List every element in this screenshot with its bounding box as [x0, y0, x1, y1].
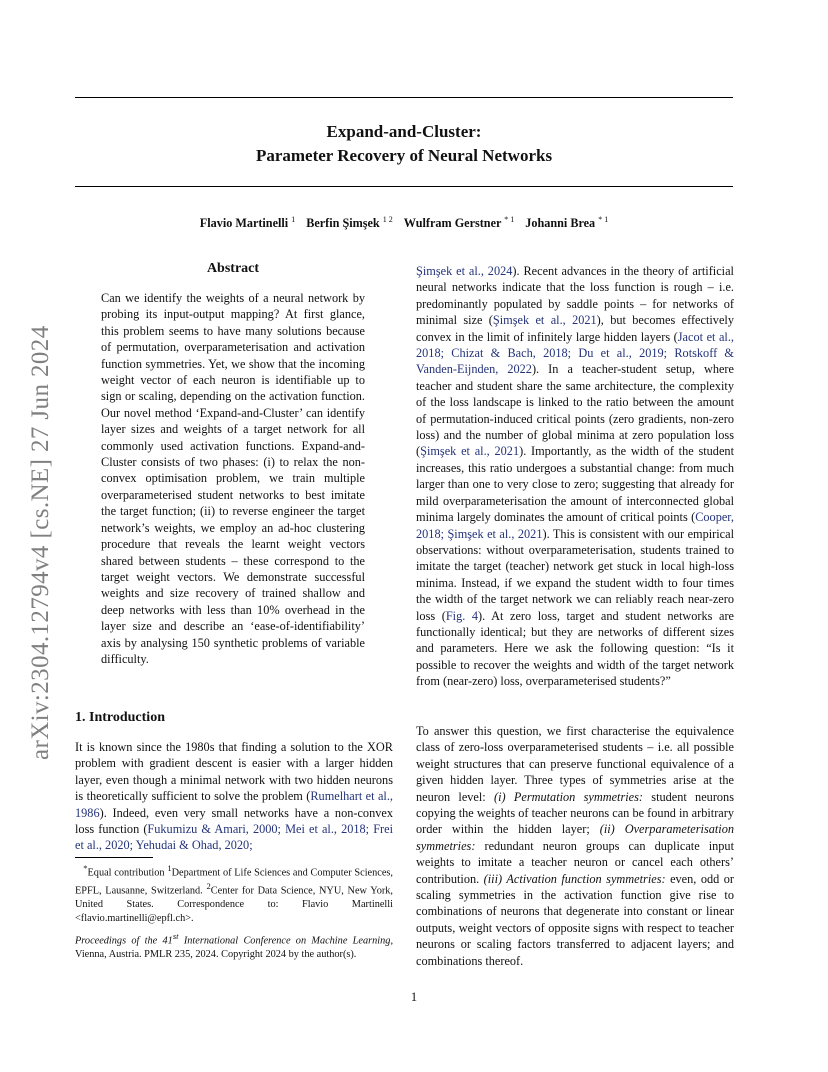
title-rule-bottom: [75, 186, 733, 187]
title-rule-top: [75, 97, 733, 98]
footnote-rule: [75, 857, 153, 858]
author: Flavio Martinelli $^1$: [199, 215, 296, 231]
introduction-paragraph: It is known since the 1980s that finding a solution to the XOR problem with gradient descent is easier with a larger hidden layer, even though a minimal network with two hidden neurons is theoretically sufficient to solve the problem (Rumelhart et al., 1986). Indeed, even very small networks have a non-convex loss function (Fukumizu & Amari, 2000; Mei et al., 2018; Frei et al., 2020; Yehudai & Ohad, 2020;: [75, 740, 393, 853]
citation-link[interactable]: Şimşek et al., 2024: [416, 264, 513, 278]
abstract-heading: Abstract: [206, 261, 260, 276]
arxiv-stamp: [27, 300, 54, 760]
section-heading-introduction: 1. Introduction: [75, 710, 165, 725]
proceedings-notice: Proceedings of the 41st International Conference on Machine Learning, Vienna, Austria. PMLR 235, 2024. Copyright 2024 by the author(s).: [75, 931, 394, 961]
author: Berfin Şimşek $^{1 2}$: [306, 215, 393, 231]
citation-link[interactable]: Jacot et al., 2018; Chizat & Bach, 2018; Du et al., 2019; Rotskoff & Vanden-Eijnden, 2022: [416, 329, 735, 377]
paper-title-line-1: Expand-and-Cluster:: [326, 122, 482, 141]
affiliation-footnote: *Equal contribution $^1$Department of Life Sciences and Computer Sciences, EPFL, Lausanne, Switzerland. $^2$Center for Data Science, NYU, New York, United States. Correspondence to: Flavio Martinelli <flavio.martinelli@epfl.ch>.: [75, 863, 393, 924]
arxiv-identifier: arXiv:2304.12794v4 [cs.NE] 27 Jun 2024: [27, 325, 54, 760]
citation-link[interactable]: Rumelhart et al., 1986: [75, 789, 393, 820]
citation-link[interactable]: Şimşek et al., 2021: [420, 444, 520, 459]
author-list: [75, 215, 733, 231]
author: Wulfram Gerstner $^{* 1}$: [403, 215, 515, 231]
author: Johanni Brea $^{* 1}$: [525, 215, 609, 231]
introduction-paragraph-right: Şimşek et al., 2024). Recent advances in the theory of artificial neural networks indicate that the loss function is rough – i.e. predominantly populated by saddle points – for networks of minimal size (Şimşek et al., 2021), but becomes effectively convex in the limit of infinitely large hidden layers (Jacot et al., 2018; Chizat & Bach, 2018; Du et al., 2019; Rotskoff & Vanden-Eijnden, 2022). In a teacher-student setup, where teacher and student share the same architecture, the complexity of the loss landscape is linked to the ratio between the amount of permutation-induced critical points (zero gradients, non-zero loss) and the number of global minima at zero population loss (Şimşek et al., 2021). Importantly, as the width of the student increases, this ratio undergoes a substantial change: from much larger than one to very close to zero; suggesting that already for mild overparameterisation the amount of interconnected global minima largely dominates the amount of critical points (Cooper, 2018; Şimşek et al., 2021). This is consistent with our empirical observations: without overparameterisation, students trained to imitate the target (teacher) network get stuck in local high-loss minima. Instead, if we expand the student width to four times the width of the target network we can reliably reach near-zero loss (Fig. 4). At zero loss, target and student networks are functionally identical; but they are networks of different sizes and parameters. Here we ask the following question: “Is it possible to recover the weights and width of the target network from (near-zero) loss, overparameterised students?”: [416, 264, 735, 689]
page-number: 1: [410, 990, 418, 1004]
citation-link[interactable]: Fukumizu & Amari, 2000; Mei et al., 2018; Frei et al., 2020; Yehudai & Ohad, 2020;: [75, 822, 393, 853]
citation-link[interactable]: Şimşek et al., 2021: [492, 313, 597, 328]
abstract-body: Can we identify the weights of a neural network by probing its input-output mapping? At first glance, this problem seems to have many solutions because of permutation, overparameterisation and activation function symmetries. Yet, we show that the incoming weight vector of each neuron is identifiable up to sign or scaling, depending on the activation function. Our novel method ‘Expand-and-Cluster’ can identify layer sizes and weights of a target network for all commonly used activation functions. Expand-and-Cluster consists of two phases: (i) to relax the non-convex optimisation problem, we train multiple overparameterised student networks to best imitate the target function; (ii) to reverse engineer the target network’s weights, we employ an ad-hoc clustering procedure that reveals the learnt weight vectors shared between students – these correspond to the target weight vectors. We demonstrate successful weights and size recovery of trained shallow and deep networks with less than 10% overhead in the layer size and describe an ‘ease-of-identifiability’ axis by analysing 150 synthetic problems of variable difficulty.: [101, 291, 365, 666]
symmetries-paragraph: To answer this question, we first characterise the equivalence class of zero-loss overparameterised students – i.e. all possible weight structures that can preserve functional equivalence of a given hidden layer. Three types of symmetries arise at the neuron level: (i) Permutation symmetries: student neurons copying the weights of teacher neurons can be found in arbitrary order within the hidden layer; (ii) Overparameterisation symmetries: redundant neuron groups can duplicate input weights to imitate a teacher neuron or cancel each others’ contribution. (iii) Activation function symmetries: even, odd or scaling symmetries in the activation function give rise to combinations of neurons that degenerate into constant or linear outputs, weight vectors of opposite signs with respect to teacher neurons or scaling factors transferred to adjacent layers; and combinations thereof.: [416, 724, 735, 968]
paper-title-line-2: Parameter Recovery of Neural Networks: [255, 146, 553, 165]
citation-link[interactable]: Cooper, 2018; Şimşek et al., 2021: [416, 510, 734, 541]
figure-reference-link[interactable]: Fig. 4: [445, 608, 479, 623]
